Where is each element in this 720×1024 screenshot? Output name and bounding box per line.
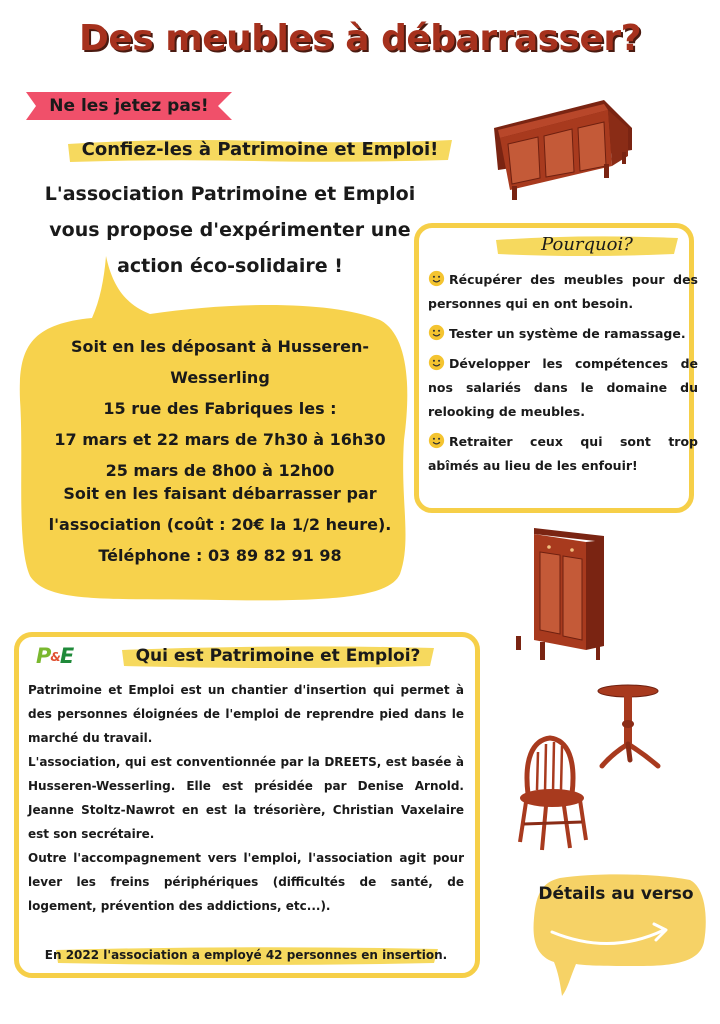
deposit-line: Soit en les déposant à Husseren-Wesserling	[71, 337, 369, 387]
deposit-line: 17 mars et 22 mars de 7h30 à 16h30	[54, 430, 386, 449]
armoire-icon	[516, 528, 604, 660]
page-title: Des meubles à débarrasser?	[78, 18, 642, 59]
pickup-line: Soit en les faisant débarrasser par	[63, 484, 377, 503]
logo-letter: P	[36, 644, 51, 668]
qui-paragraph: Outre l'accompagnement vers l'emploi, l'association agit pour lever les freins périphériques (difficultés de santé, de logement, prévention des addictions, etc...).	[28, 851, 464, 913]
deposit-line: 15 rue des Fabriques les :	[103, 399, 337, 418]
qui-paragraph: Patrimoine et Emploi est un chantier d'insertion qui permet à des personnes éloignées de l'emploi de reprendre pied dans le marché du travail.	[28, 683, 464, 745]
pedestal-table-icon	[598, 685, 658, 766]
qui-paragraph: L'association, qui est conventionnée par la DREETS, est basée à Husseren-Wesserling. Elle est présidée par Denise Arnold. Jeanne Stoltz-Nawrot en est la trésorière, Christian Vaxelaire est son secrétaire.	[28, 755, 464, 841]
intro-line: vous propose d'expérimenter une	[49, 219, 411, 241]
logo-letter: E	[59, 644, 74, 668]
pickup-line: l'association (coût : 20€ la 1/2 heure).	[48, 515, 392, 534]
intro-line: action éco-solidaire !	[117, 255, 343, 277]
confiez-text: Confiez-les à Patrimoine et Emploi!	[81, 139, 439, 160]
list-item-text: Récupérer des meubles pour des personnes qui en ont besoin.	[428, 272, 698, 311]
pickup-phone[interactable]: Téléphone : 03 89 82 91 98	[98, 546, 342, 565]
verso-label[interactable]: Détails au verso	[538, 884, 694, 904]
ribbon-text: Ne les jetez pas!	[49, 96, 209, 116]
list-item-text: Retraiter ceux qui sont trop abîmés au lieu de les enfouir!	[428, 434, 698, 473]
list-item-text: Développer les compétences de nos salariés dans le domaine du relooking de meubles.	[428, 356, 698, 419]
intro-line: L'association Patrimoine et Emploi	[44, 183, 416, 205]
pourquoi-title: Pourquoi?	[541, 234, 633, 255]
qui-footer: En 2022 l'association a employé 42 personnes en insertion.	[44, 948, 448, 962]
qui-title: Qui est Patrimoine et Emploi?	[135, 646, 421, 666]
list-item-text: Tester un système de ramassage.	[449, 326, 686, 341]
sideboard-icon	[494, 100, 632, 200]
logo-ampersand: &	[50, 650, 60, 664]
deposit-line: 25 mars de 8h00 à 12h00	[105, 461, 335, 480]
windsor-chair-icon	[520, 738, 586, 850]
